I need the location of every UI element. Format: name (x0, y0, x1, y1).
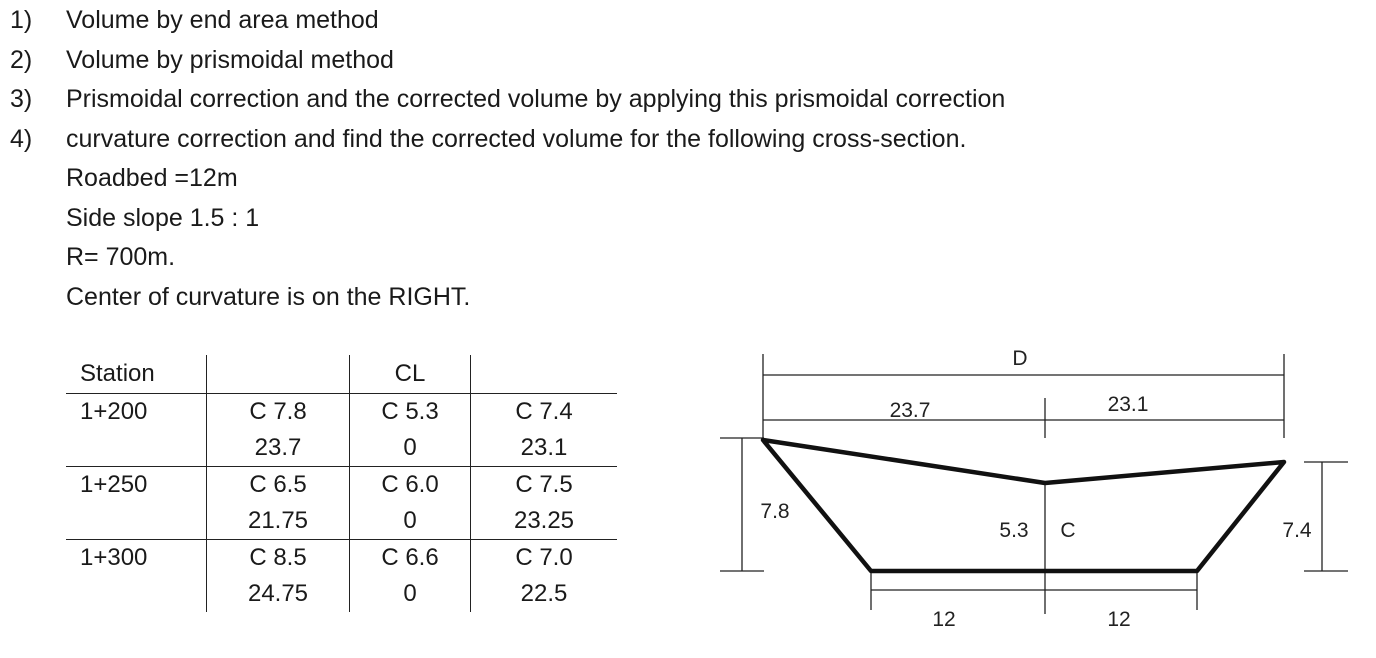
task-number: 3) (10, 85, 33, 113)
header-cl: CL (350, 355, 471, 394)
label-d: D (1012, 347, 1028, 370)
right-dist-cell: 22.5 (471, 576, 618, 612)
right-cut-cell: C 7.4 (471, 394, 618, 431)
cut-section-outline (763, 440, 1284, 571)
station-cell: 1+250 (66, 467, 207, 504)
task-text: Prismoidal correction and the corrected volume by applying this prismoidal correction (66, 85, 1006, 113)
label-center-height: 5.3 (999, 519, 1029, 542)
center-dist-cell: 0 (350, 503, 471, 540)
task-number: 4) (10, 125, 33, 153)
left-cut-cell: C 8.5 (207, 540, 350, 577)
task-text: Volume by prismoidal method (66, 46, 394, 74)
left-dist-cell: 21.75 (207, 503, 350, 540)
curvature-text: Center of curvature is on the RIGHT. (66, 283, 471, 311)
radius-text: R= 700m. (66, 243, 176, 271)
station-cell: 1+200 (66, 394, 207, 431)
left-dist-cell: 24.75 (207, 576, 350, 612)
header-station: Station (80, 360, 155, 387)
label-base-left: 12 (932, 608, 956, 631)
left-cut-cell: C 7.8 (207, 394, 350, 431)
center-dist-cell: 0 (350, 430, 471, 467)
center-cut-cell: C 6.0 (350, 467, 471, 504)
dimension-lines (720, 354, 1348, 614)
left-cut-cell: C 6.5 (207, 467, 350, 504)
side-slope-text: Side slope 1.5 : 1 (66, 204, 260, 232)
center-cut-cell: C 6.6 (350, 540, 471, 577)
center-dist-cell: 0 (350, 576, 471, 612)
right-dist-cell: 23.25 (471, 503, 618, 540)
station-cell: 1+300 (66, 540, 207, 577)
right-cut-cell: C 7.0 (471, 540, 618, 577)
label-left-height: 7.8 (760, 500, 790, 523)
task-number: 1) (10, 6, 33, 34)
label-center-c: C (1060, 519, 1076, 542)
roadbed-text: Roadbed =12m (66, 164, 238, 192)
label-right-height: 7.4 (1282, 519, 1312, 542)
label-left-width: 23.7 (889, 399, 931, 422)
label-base-right: 12 (1107, 608, 1131, 631)
right-dist-cell: 23.1 (471, 430, 618, 467)
center-cut-cell: C 5.3 (350, 394, 471, 431)
label-right-width: 23.1 (1107, 393, 1149, 416)
task-text: Volume by end area method (66, 6, 379, 34)
right-cut-cell: C 7.5 (471, 467, 618, 504)
left-dist-cell: 23.7 (207, 430, 350, 467)
task-number: 2) (10, 46, 33, 74)
task-text: curvature correction and find the corrected volume for the following cross-section. (66, 125, 967, 153)
